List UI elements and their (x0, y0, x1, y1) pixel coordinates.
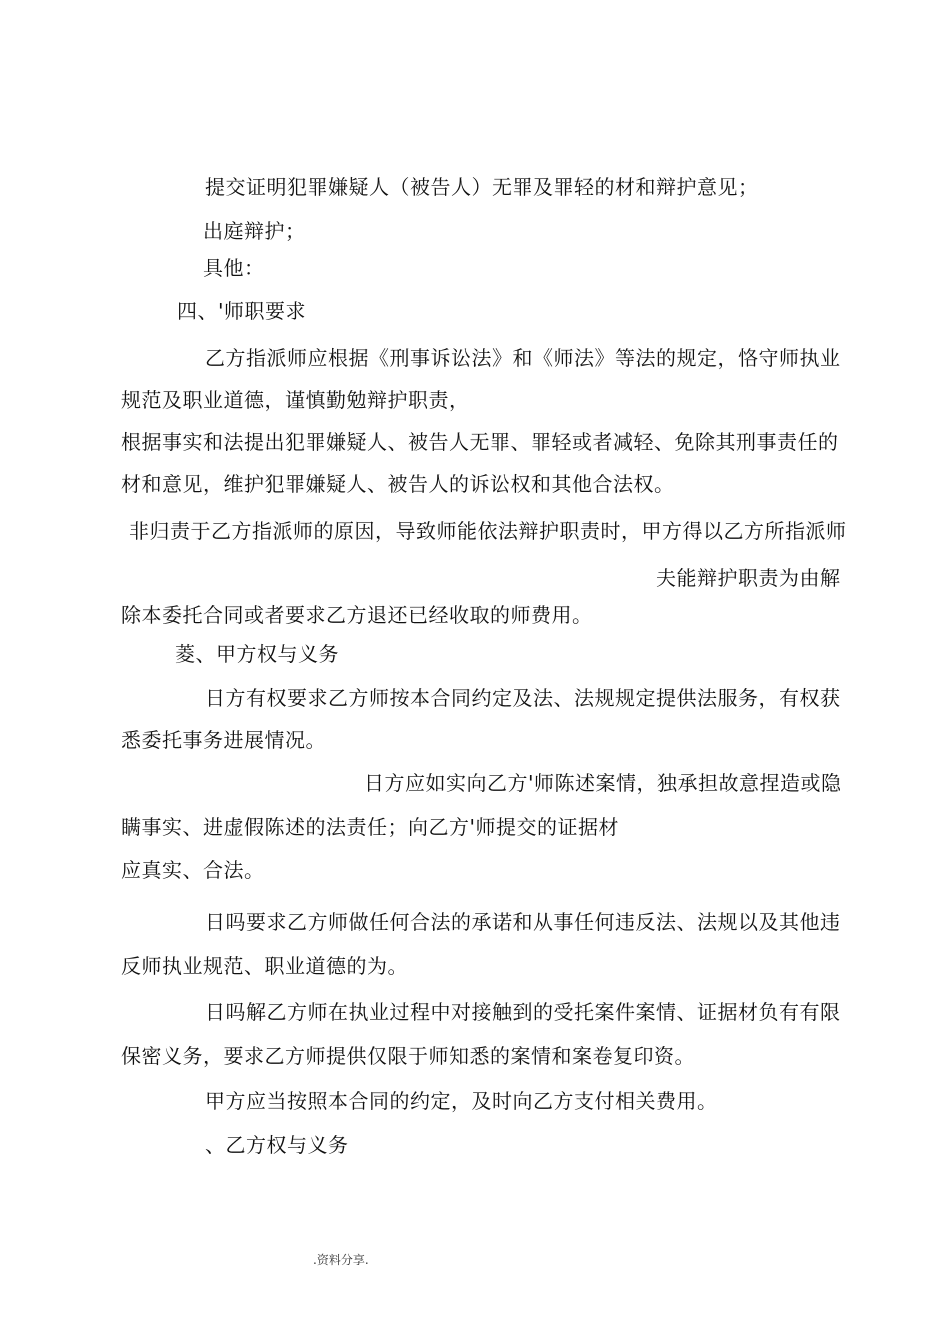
text-line: 甲方应当按照本合同的约定，及时向乙方支付相关费用。 (205, 1089, 718, 1113)
text-line: 出庭辩护； (203, 219, 306, 243)
text-line: 应真实、合法。 (121, 858, 265, 882)
text-line: 规范及职业道德，谨慎勤勉辩护职责， (121, 388, 470, 412)
text-line: 日吗要求乙方师做任何合法的承诺和从事任何违反法、法规以及其他违 (205, 910, 841, 934)
text-line: 瞒事实、进虚假陈述的法责任；向乙方'师提交的证据材 (121, 815, 619, 839)
text-line: 反师执业规范、职业道德的为。 (121, 954, 408, 978)
text-line: 根据事实和法提出犯罪嫌疑人、被告人无罪、罪轻或者减轻、免除其刑事责任的 (121, 430, 839, 454)
text-line: 提交证明犯罪嫌疑人（被告人）无罪及罪轻的材和辩护意见； (205, 175, 759, 199)
text-line: 悉委托事务进展情况。 (121, 728, 326, 752)
section-heading: 、乙方权与义务 (205, 1133, 349, 1157)
section-heading: 菱、甲方权与义务 (175, 642, 339, 666)
text-line: 日方有权要求乙方师按本合同约定及法、法规规定提供法服务，有权获 (205, 686, 841, 710)
text-line: 日方应如实向乙方'师陈述案情，独承担故意捏造或隐 (364, 771, 842, 795)
text-line: 夫能辩护职责为由解 (656, 566, 841, 590)
text-line: 除本委托合同或者要求乙方退还已经收取的师费用。 (121, 603, 593, 627)
text-line: 非归责于乙方指派师的原因，导致师能依法辩护职责时，甲方得以乙方所指派师 (129, 519, 847, 543)
text-line: 乙方指派师应根据《刑事诉讼法》和《师法》等法的规定，恪守师执业 (205, 346, 841, 370)
page-footer: .资料分享. (313, 1253, 369, 1267)
text-line: 具他： (203, 256, 265, 280)
text-line: 保密义务，要求乙方师提供仅限于师知悉的案情和案卷复印资。 (121, 1044, 695, 1068)
section-heading: 四、'师职要求 (177, 299, 306, 323)
text-line: 材和意见，维护犯罪嫌疑人、被告人的诉讼权和其他合法权。 (121, 472, 675, 496)
text-line: 日吗解乙方师在执业过程中对接触到的受托案件案情、证据材负有有限 (205, 1000, 841, 1024)
